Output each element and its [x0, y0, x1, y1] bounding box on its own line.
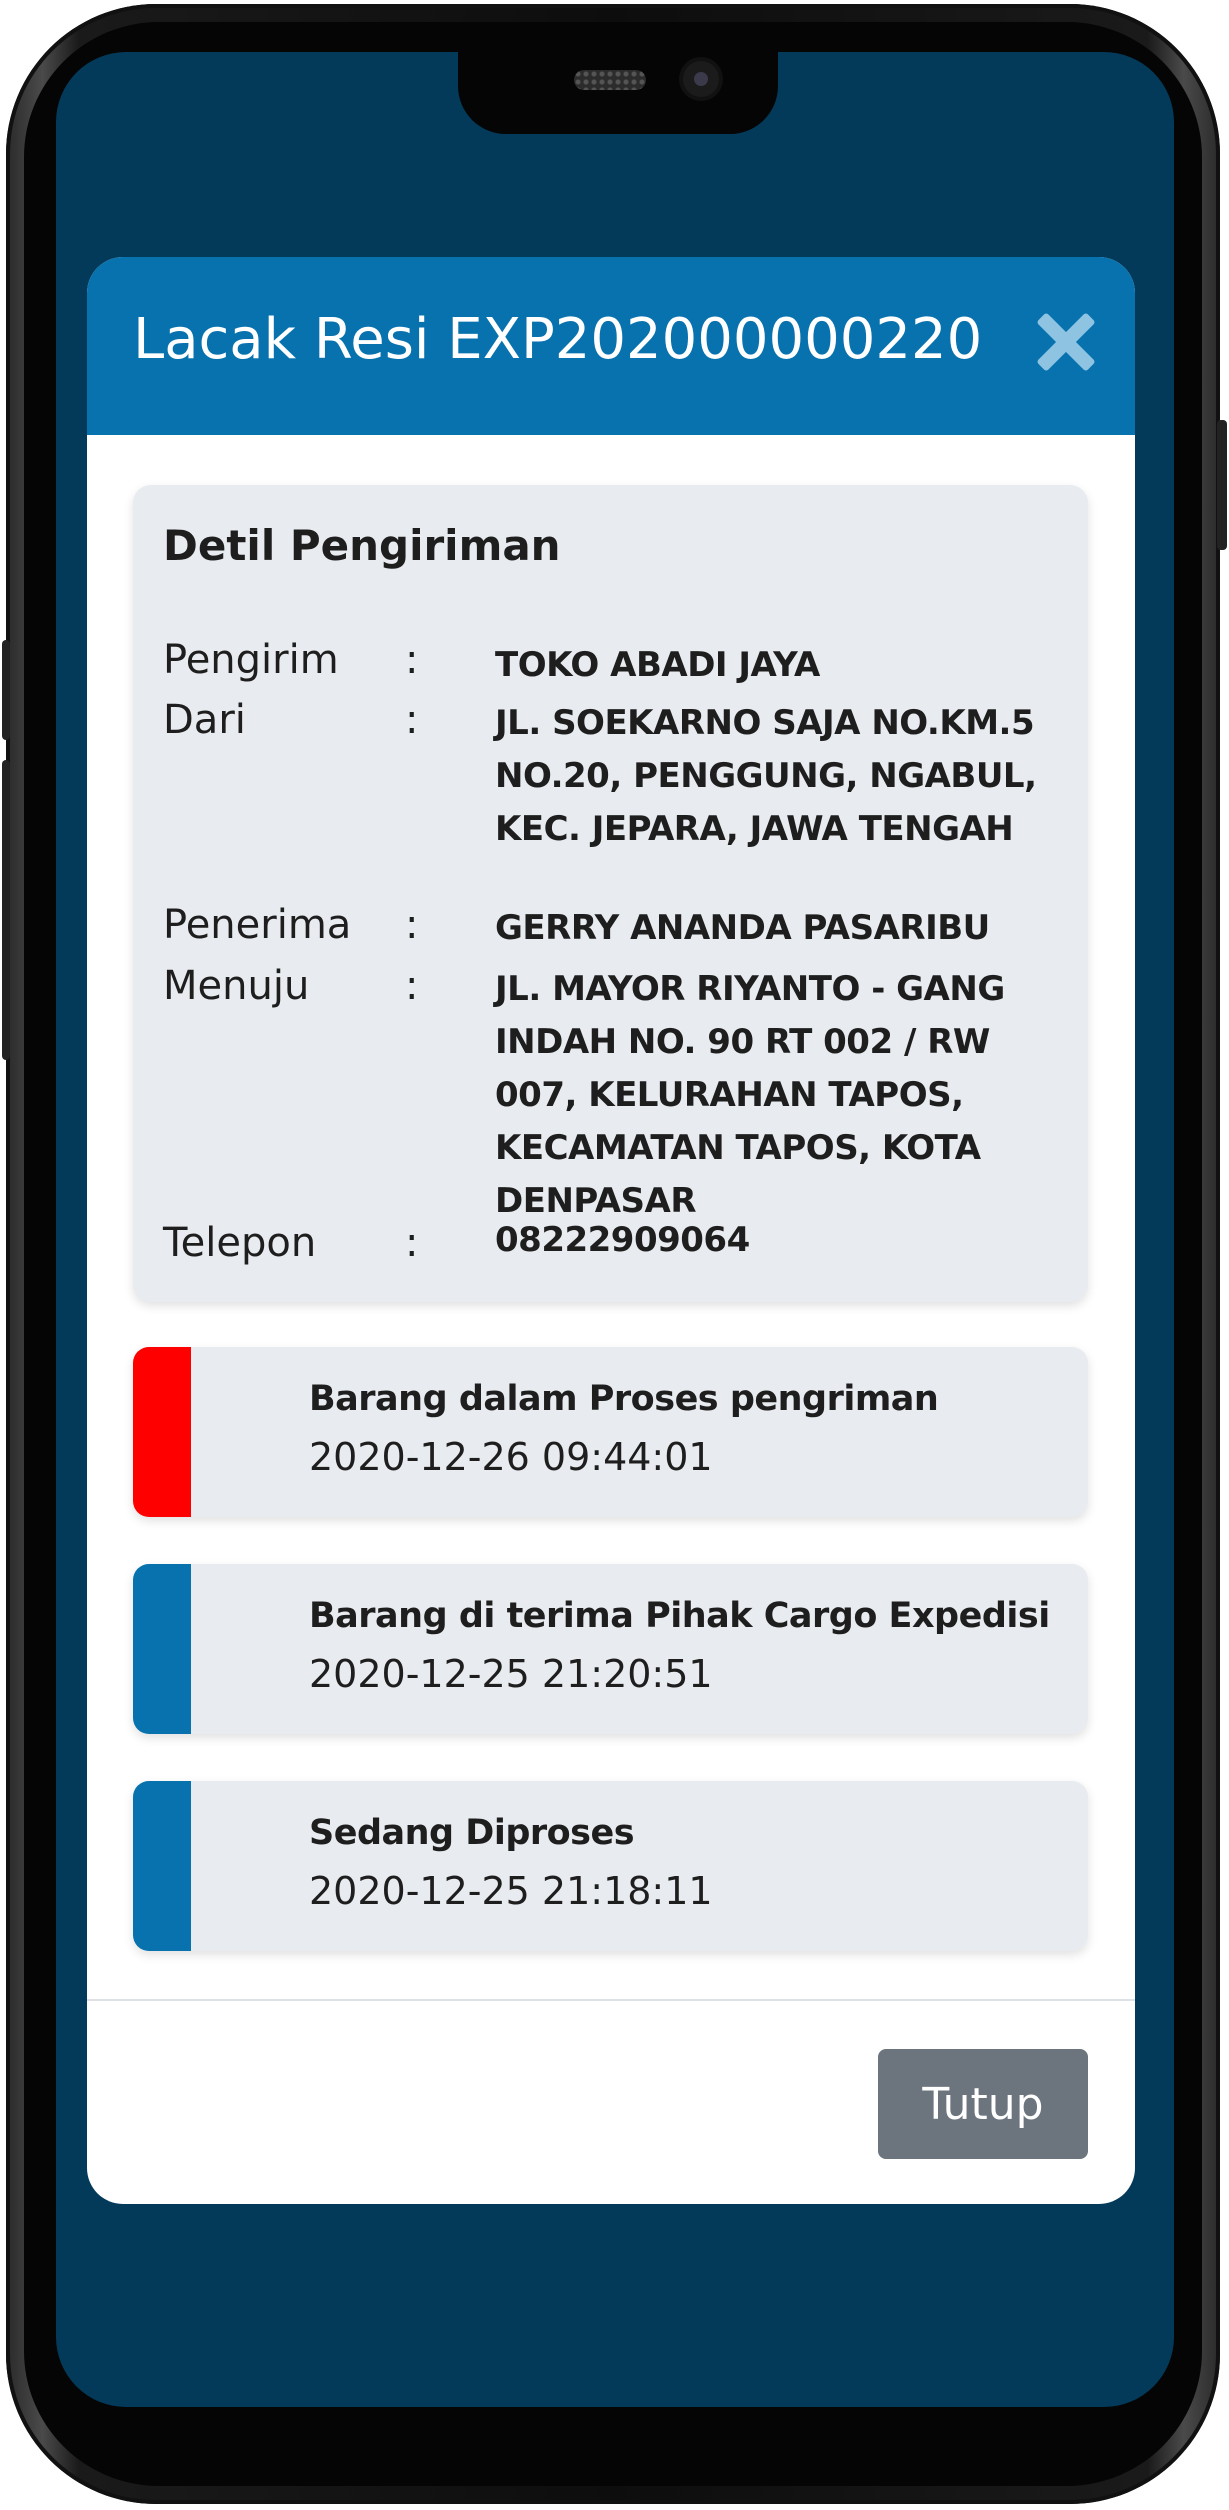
shipment-detail-card — [133, 485, 1088, 1302]
detail-separator: : — [405, 637, 419, 683]
detail-separator: : — [405, 697, 419, 743]
tracking-event — [133, 1564, 1088, 1734]
detail-value: TOKO ABADI JAYA — [495, 645, 820, 685]
camera-icon — [683, 61, 719, 97]
speaker-icon — [574, 70, 646, 90]
tracking-status: Barang dalam Proses pengriman — [309, 1379, 939, 1419]
volume-button — [2, 640, 10, 740]
tracking-modal — [87, 257, 1135, 2204]
close-button[interactable]: Tutup — [878, 2049, 1088, 2159]
detail-value: JL. MAYOR RIYANTO - GANG INDAH NO. 90 RT 002 / RW 007, KELURAHAN TAPOS, KECAMATAN TAPOS, KOTA DENPASAR — [495, 969, 1005, 1221]
detail-label: Telepon — [163, 1220, 317, 1266]
detail-separator: : — [405, 963, 419, 1009]
detail-label: Penerima — [163, 902, 352, 948]
detail-label: Menuju — [163, 963, 310, 1009]
status-indicator — [133, 1347, 191, 1517]
detail-value: GERRY ANANDA PASARIBU — [495, 908, 990, 948]
phone-notch — [458, 52, 778, 134]
footer-divider — [87, 1999, 1135, 2001]
detail-separator: : — [405, 902, 419, 948]
detail-title: Detil Pengiriman — [163, 521, 561, 570]
modal-title: Lacak Resi EXP202000000220 — [133, 307, 983, 372]
tracking-status: Barang di terima Pihak Cargo Expedisi — [309, 1596, 1050, 1636]
modal-header — [87, 257, 1135, 435]
detail-value: JL. SOEKARNO SAJA NO.KM.5 NO.20, PENGGUNG, NGABUL, KEC. JEPARA, JAWA TENGAH — [495, 703, 1037, 849]
detail-label: Dari — [163, 697, 246, 743]
detail-separator: : — [405, 1220, 419, 1266]
status-indicator — [133, 1564, 191, 1734]
tracking-event — [133, 1347, 1088, 1517]
power-button — [1217, 420, 1227, 550]
close-icon[interactable] — [1031, 309, 1097, 375]
detail-label: Pengirim — [163, 637, 339, 683]
tracking-time: 2020-12-26 09:44:01 — [309, 1435, 713, 1479]
tracking-time: 2020-12-25 21:20:51 — [309, 1652, 713, 1696]
tracking-status: Sedang Diproses — [309, 1813, 635, 1853]
tracking-time: 2020-12-25 21:18:11 — [309, 1869, 713, 1913]
volume-button-2 — [2, 760, 10, 1060]
status-indicator — [133, 1781, 191, 1951]
detail-value: 08222909064 — [495, 1220, 750, 1260]
tracking-event — [133, 1781, 1088, 1951]
